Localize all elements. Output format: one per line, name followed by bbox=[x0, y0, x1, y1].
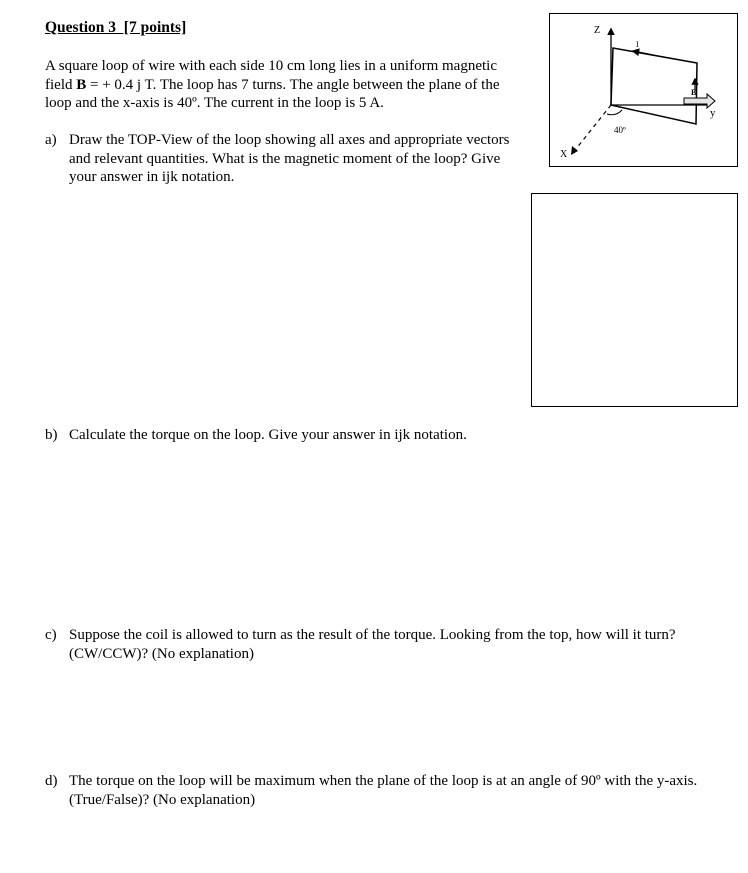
figure-border bbox=[550, 14, 738, 167]
angle-arc bbox=[607, 110, 622, 115]
loop-figure bbox=[549, 13, 738, 167]
angle-label: 40º bbox=[614, 125, 626, 135]
current-label: I bbox=[636, 40, 639, 49]
intro-line-3: loop and the x-axis is 40º. The current in the loop is 5 A. bbox=[45, 95, 384, 111]
part-b-text: Calculate the torque on the loop. Give your answer in ijk notation. bbox=[69, 427, 467, 443]
current-arrow bbox=[633, 51, 653, 55]
intro-line-2b: = + 0.4 j T. The loop has 7 turns. The angle between the plane of the bbox=[86, 76, 500, 93]
loop-outline bbox=[611, 48, 697, 124]
y-axis-label: y bbox=[710, 107, 716, 119]
question-title: Question 3 [7 points] bbox=[45, 19, 187, 36]
part-b bbox=[45, 426, 545, 446]
part-d bbox=[45, 772, 735, 812]
problem-statement bbox=[45, 57, 545, 113]
field-vector-arrow bbox=[684, 94, 715, 108]
x-axis bbox=[572, 105, 611, 154]
part-d-text: The torque on the loop will be maximum when the plane of the loop is at an angle of 90º with the y-axis. (True/False)? (No explanation) bbox=[69, 773, 698, 808]
part-a bbox=[45, 131, 525, 191]
intro-line-2a: field bbox=[45, 76, 77, 93]
intro-line-1: A square loop of wire with each side 10 cm long lies in a uniform magnetic bbox=[45, 58, 497, 74]
part-c-letter: c) bbox=[45, 627, 57, 643]
part-b-letter: b) bbox=[45, 427, 58, 443]
x-axis-arrowhead bbox=[571, 146, 578, 155]
part-a-letter: a) bbox=[45, 132, 57, 148]
part-c-text: Suppose the coil is allowed to turn as the result of the torque. Looking from the top, how will it turn? (CW/CCW)? (No explanation) bbox=[69, 627, 676, 662]
field-symbol-bold: B bbox=[76, 76, 87, 93]
part-d-letter: d) bbox=[45, 773, 58, 789]
part-c bbox=[45, 626, 735, 666]
part-a-text: Draw the TOP-View of the loop showing all axes and appropriate vectors and relevant quantities. What is the magnetic moment of the loop? Give your answer in ijk notation. bbox=[69, 132, 510, 185]
field-label: B bbox=[691, 88, 697, 97]
top-view-answer-box[interactable] bbox=[531, 193, 738, 407]
x-axis-label: X bbox=[560, 149, 568, 160]
z-axis-label: Z bbox=[594, 25, 601, 36]
